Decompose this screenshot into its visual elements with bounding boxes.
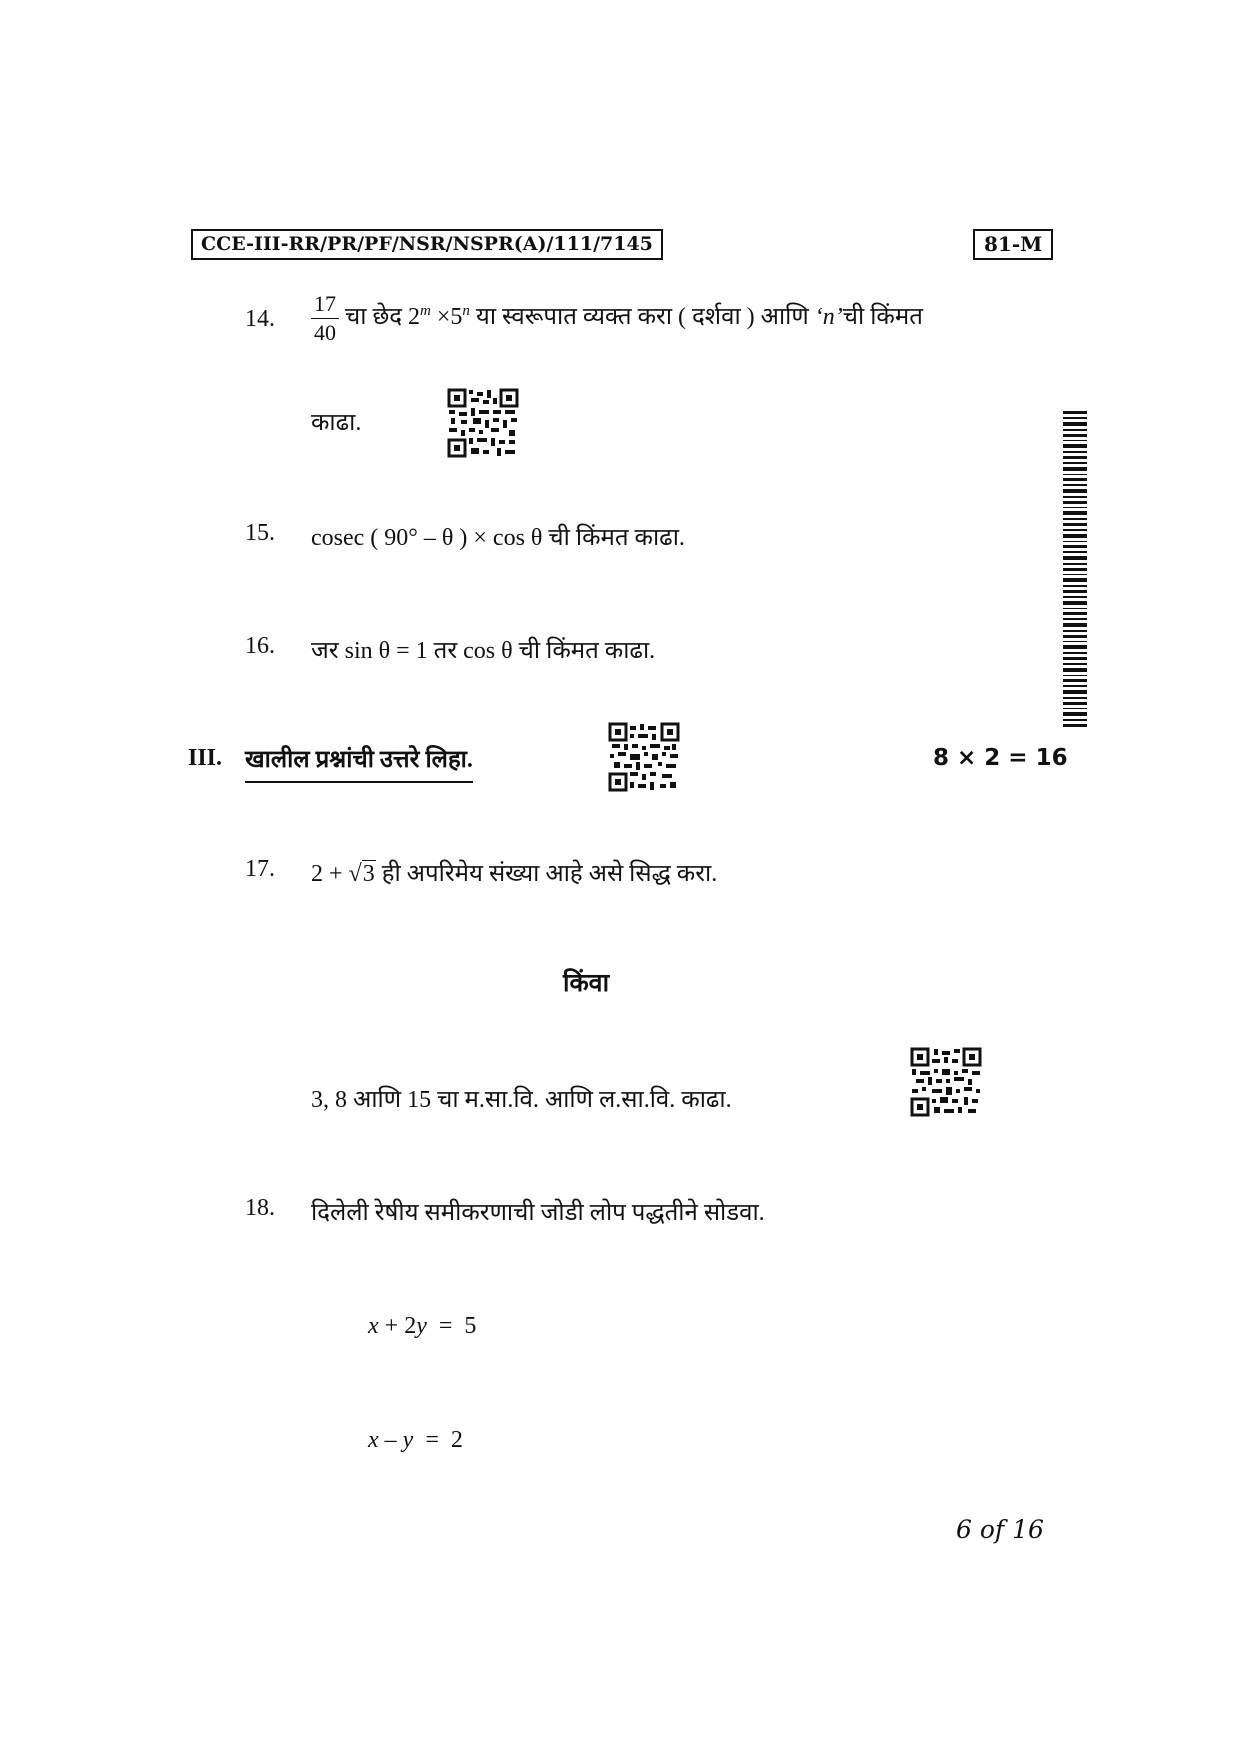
q17-pre: 2 + [311,861,343,887]
eq2-var-x: x [368,1427,379,1453]
q14-text-a: चा छेद [345,304,403,331]
q14-text-c: ची किंमत [842,304,923,331]
or-label: किंवा [563,968,610,997]
eq2-rhs: = 2 [413,1427,463,1453]
paper-code: 81-M [973,229,1053,260]
q14-base2: 5 [450,304,463,331]
sqrt-icon: √ [348,861,362,887]
q14-text-b: या स्वरूपात व्यक्त करा ( दर्शवा ) आणि [475,304,809,331]
q14-fraction [311,293,339,344]
eq2-var-y: y [402,1427,414,1453]
q17-radicand: 3 [362,861,375,887]
q17-text: ही अपरिमेय संख्या आहे असे सिद्ध करा. [381,861,718,887]
q14-exp1: m [420,303,431,320]
equation-1 [368,1313,476,1340]
section-marks: 8 × 2 = 16 [933,745,1068,771]
q17-sqrt [349,860,376,887]
eq1-plus: + 2 [378,1313,417,1339]
q14-text-d: काढा. [311,410,362,436]
eq2-minus: – [378,1427,403,1453]
q18-number: 18. [245,1195,275,1221]
qr-code-icon [910,1047,982,1117]
q14-fraction-denominator: 40 [314,320,336,345]
q18-text: दिलेली रेषीय समीकरणाची जोडी लोप पद्धतीने सोडवा. [311,1200,765,1226]
section-number: III. [188,745,223,771]
q14-fraction-numerator: 17 [311,293,339,319]
q17-line [311,856,717,889]
q17-alt-text: 3, 8 आणि 15 चा म.सा.वि. आणि ल.सा.वि. काढा. [311,1087,732,1113]
q16-text: जर sin θ = 1 तर cos θ ची किंमत काढा. [311,638,656,664]
q16-number: 16. [245,633,275,659]
eq1-var-x: x [368,1313,379,1339]
equation-2 [368,1427,463,1454]
qr-code-icon [447,388,519,458]
section-title: खालील प्रश्नांची उत्तरे लिहा. [245,742,473,783]
q14-exp2: n [462,303,470,320]
q14-base1: 2 [408,304,421,331]
q17-number: 17. [245,856,275,882]
barcode-icon [1063,411,1087,729]
q15-number: 15. [245,520,275,546]
q14-number: 14. [245,306,275,332]
q14-line1 [311,293,923,344]
eq1-var-y: y [416,1313,427,1339]
q14-times: × [436,304,451,331]
qr-code-icon [608,722,680,792]
q15-text: cosec ( 90° – θ ) × cos θ ची किंमत काढा. [311,525,685,551]
exam-code: CCE-III-RR/PR/PF/NSR/NSPR(A)/111/7145 [191,229,663,260]
page-number: 6 of 16 [956,1515,1044,1544]
eq1-rhs: = 5 [426,1313,477,1339]
q14-var-n: ‘n’ [814,304,843,331]
